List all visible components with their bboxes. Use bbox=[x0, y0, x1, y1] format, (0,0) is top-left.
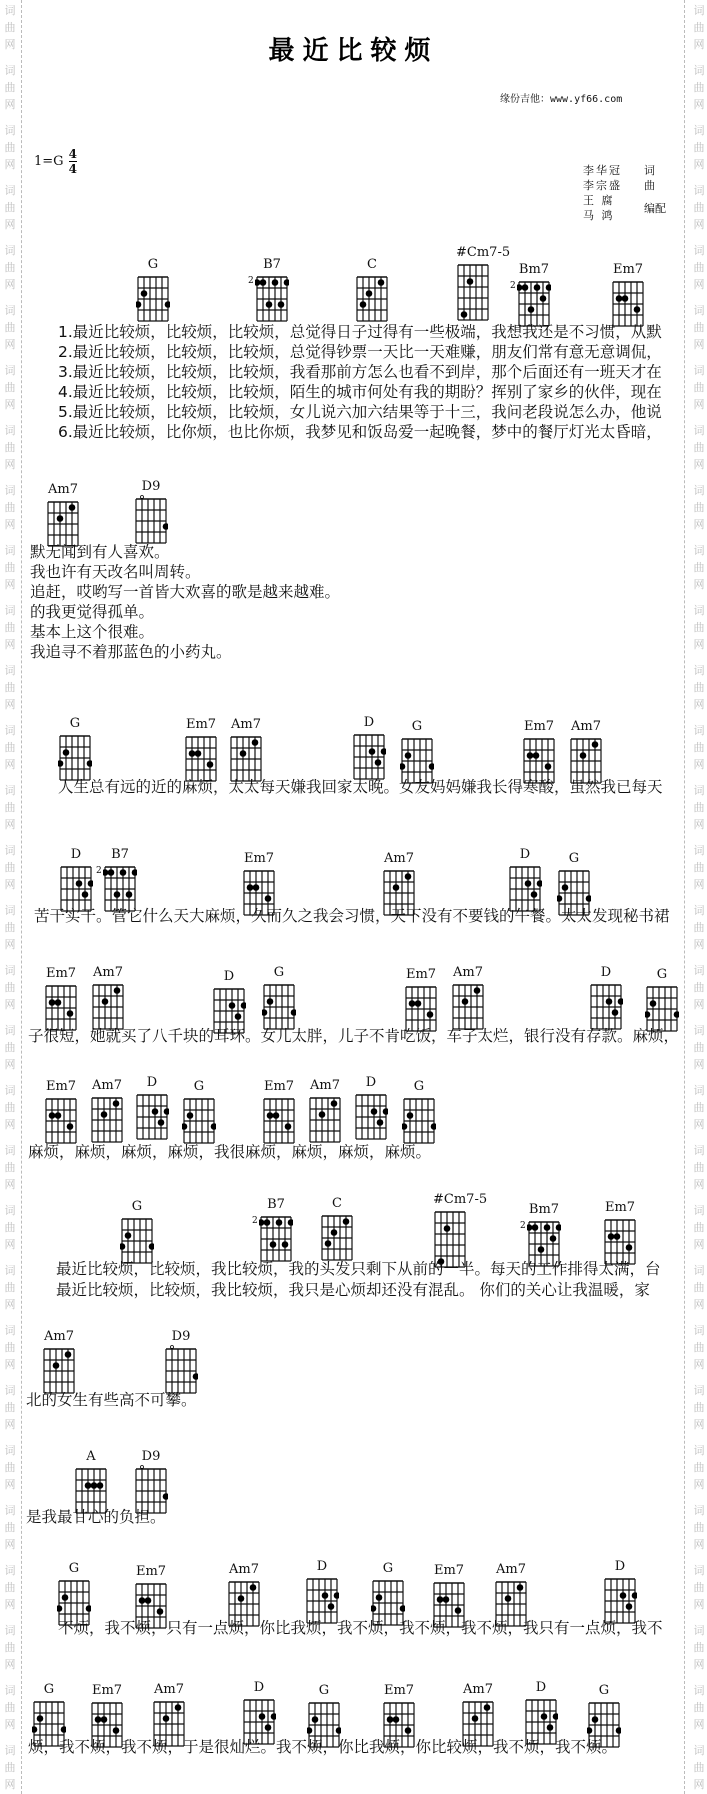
chord-name: Em7 bbox=[45, 966, 77, 981]
watermark-group: 词 曲 网 bbox=[4, 1384, 16, 1431]
chord-name: B7 bbox=[263, 257, 281, 272]
watermark-group: 词 曲 网 bbox=[4, 304, 16, 351]
credit-row: 王 腐 bbox=[583, 194, 615, 207]
fretboard-grid-icon bbox=[402, 1095, 436, 1147]
watermark-group: 词 曲 网 bbox=[693, 1264, 705, 1311]
key-signature bbox=[34, 148, 77, 175]
chord-name: Em7 bbox=[405, 967, 437, 982]
watermark-group: 词 曲 网 bbox=[4, 1684, 16, 1731]
lyric-line: 不烦，我不烦，只有一点烦，你比我烦，我不烦，我不烦，我不烦，我只有一点烦，我不 bbox=[58, 1619, 663, 1637]
watermark-group: 词 曲 网 bbox=[693, 1744, 705, 1791]
chord-name: D9 bbox=[171, 1329, 191, 1344]
watermark-group: 词 曲 网 bbox=[693, 664, 705, 711]
watermark-group: 词 曲 网 bbox=[4, 1324, 16, 1371]
chord-name: G bbox=[656, 967, 668, 982]
chord-name: Em7 bbox=[604, 1200, 636, 1215]
watermark-group: 词 曲 网 bbox=[4, 1744, 16, 1791]
chord-name: Em7 bbox=[135, 1564, 167, 1579]
watermark-group: 词 曲 网 bbox=[4, 184, 16, 231]
watermark-group: 词 曲 网 bbox=[693, 1384, 705, 1431]
watermark-group: 词 曲 网 bbox=[693, 904, 705, 951]
chord-name: Am7 bbox=[44, 1329, 74, 1344]
chord-name: Am7 bbox=[93, 965, 123, 980]
fretboard-grid-icon bbox=[255, 273, 289, 325]
watermark-group: 词 曲 网 bbox=[4, 1564, 16, 1611]
chord-name: G bbox=[131, 1199, 143, 1214]
chord-name: Em7 bbox=[612, 262, 644, 277]
watermark-group: 词 曲 网 bbox=[693, 1564, 705, 1611]
chord-name: D bbox=[223, 969, 235, 984]
watermark-group: 词 曲 网 bbox=[693, 244, 705, 291]
chord-name: D bbox=[253, 1680, 265, 1695]
lyric-line: 北的女生有些高不可攀。 bbox=[26, 1391, 197, 1409]
chord-name: D bbox=[70, 847, 82, 862]
lyric-line: 最近比较烦，比较烦，我比较烦，我只是心烦却还没有混乱。 你们的关心让我温暖，家 bbox=[56, 1281, 650, 1299]
fretboard-grid-icon bbox=[352, 731, 386, 783]
watermark-group: 词 曲 网 bbox=[693, 1624, 705, 1671]
watermark-group: 词 曲 网 bbox=[4, 124, 16, 171]
fretboard-grid-icon bbox=[262, 1095, 296, 1147]
chord-name: Am7 bbox=[310, 1078, 340, 1093]
lyric-line: 追赶，哎哟写一首皆大欢喜的歌是越来越难。 bbox=[30, 583, 341, 601]
fret-position-label: 2 bbox=[252, 1216, 258, 1226]
watermark-group: 词 曲 网 bbox=[693, 1144, 705, 1191]
chord-name: Bm7 bbox=[528, 1202, 560, 1217]
chord-name: G bbox=[318, 1683, 330, 1698]
chord-name: G bbox=[273, 965, 285, 980]
lyric-line: 我也许有天改名叫周转。 bbox=[30, 563, 201, 581]
watermark-group: 词 曲 网 bbox=[693, 184, 705, 231]
chord-name: G bbox=[598, 1683, 610, 1698]
song-title: 最近比较烦 bbox=[268, 36, 439, 66]
lyric-line: 我追寻不着那蓝色的小药丸。 bbox=[30, 643, 232, 661]
watermark-group: 词 曲 网 bbox=[693, 844, 705, 891]
chord-name: C bbox=[367, 257, 377, 272]
chord-name: G bbox=[411, 719, 423, 734]
lyric-line: 4.最近比较烦，比较烦，比较烦，陌生的城市何处有我的期盼？挥别了家乡的伙伴，现在 bbox=[58, 383, 662, 401]
watermark-group: 词 曲 网 bbox=[4, 4, 16, 51]
chord-name: Am7 bbox=[571, 719, 601, 734]
watermark-group: 词 曲 网 bbox=[4, 1444, 16, 1491]
fretboard-grid-icon bbox=[182, 1095, 216, 1147]
lyric-line: 2.最近比较烦，比较烦，比较烦，总觉得钞票一天比一天难赚，朋友们常有意无意调侃， bbox=[58, 343, 662, 361]
chord-name: B7 bbox=[111, 847, 129, 862]
chord-name: G bbox=[382, 1561, 394, 1576]
chord-name: G bbox=[193, 1079, 205, 1094]
chord-name: Am7 bbox=[384, 851, 414, 866]
watermark-group: 词 曲 网 bbox=[693, 784, 705, 831]
chord-name: D9 bbox=[141, 479, 161, 494]
watermark-group: 词 曲 网 bbox=[4, 604, 16, 651]
watermark-group: 词 曲 网 bbox=[693, 604, 705, 651]
watermark-group: 词 曲 网 bbox=[4, 1024, 16, 1071]
watermark-group: 词 曲 网 bbox=[693, 424, 705, 471]
watermark-group: 词 曲 网 bbox=[693, 1324, 705, 1371]
chord-name: Am7 bbox=[154, 1682, 184, 1697]
lyric-line: 5.最近比较烦，比较烦，比较烦，女儿说六加六结果等于十三，我问老段说怎么办，他说 bbox=[58, 403, 662, 421]
watermark-group: 词 曲 网 bbox=[4, 64, 16, 111]
chord-name: D bbox=[146, 1075, 158, 1090]
credit-row: 马 鸿 编配 bbox=[583, 202, 666, 222]
fret-position-label: 2 bbox=[520, 1221, 526, 1231]
dashed-border-left bbox=[21, 0, 22, 1794]
watermark-group: 词 曲 网 bbox=[4, 424, 16, 471]
source-credit: 缘份吉他：www.yf66.com bbox=[500, 94, 623, 105]
chord-name: G bbox=[413, 1079, 425, 1094]
watermark-group: 词 曲 网 bbox=[4, 1264, 16, 1311]
watermark-group: 词 曲 网 bbox=[4, 1204, 16, 1251]
credit-row: 李华冠 词 bbox=[583, 164, 655, 177]
fretboard-grid-icon bbox=[355, 273, 389, 325]
lyric-line: 1.最近比较烦，比较烦，比较烦，总觉得日子过得有一些极端，我想我还是不习惯，从默 bbox=[58, 323, 662, 341]
lyric-line: 麻烦，麻烦，麻烦，麻烦，我很麻烦，麻烦，麻烦，麻烦。 bbox=[28, 1143, 432, 1161]
watermark-group: 词 曲 网 bbox=[4, 664, 16, 711]
fretboard-grid-icon bbox=[456, 261, 490, 324]
lyric-line: 是我最甘心的负担。 bbox=[26, 1508, 166, 1526]
chord-name: D bbox=[614, 1559, 626, 1574]
watermark-group: 词 曲 网 bbox=[693, 64, 705, 111]
chord-name: Em7 bbox=[433, 1563, 465, 1578]
fretboard-grid-icon bbox=[135, 1091, 169, 1143]
watermark-group: 词 曲 网 bbox=[693, 544, 705, 591]
key-label: 1=G bbox=[34, 154, 64, 169]
chord-name: Em7 bbox=[383, 1683, 415, 1698]
dashed-border-right bbox=[684, 0, 685, 1794]
chord-name: B7 bbox=[267, 1197, 285, 1212]
watermark-group: 词 曲 网 bbox=[4, 1144, 16, 1191]
chord-name: Em7 bbox=[523, 719, 555, 734]
chord-name: Am7 bbox=[463, 1682, 493, 1697]
chord-name: D bbox=[519, 847, 531, 862]
chord-name: G bbox=[68, 1561, 80, 1576]
chord-name: D9 bbox=[141, 1449, 161, 1464]
watermark-column-left bbox=[0, 0, 20, 1794]
chord-name: G bbox=[43, 1682, 55, 1697]
chord-name: C bbox=[332, 1196, 342, 1211]
watermark-group: 词 曲 网 bbox=[693, 1684, 705, 1731]
watermark-group: 词 曲 网 bbox=[4, 1084, 16, 1131]
watermark-group: 词 曲 网 bbox=[693, 1504, 705, 1551]
lyric-line: 默无闻到有人喜欢。 bbox=[30, 543, 170, 561]
watermark-group: 词 曲 网 bbox=[4, 484, 16, 531]
lyric-line: 烦，我不烦，我不烦，于是很灿烂。我不烦，你比我烦，你比较烦，我不烦，我不烦。 bbox=[28, 1738, 618, 1756]
watermark-group: 词 曲 网 bbox=[693, 1204, 705, 1251]
chord-name: G bbox=[69, 716, 81, 731]
watermark-group: 词 曲 网 bbox=[693, 1084, 705, 1131]
watermark-group: 词 曲 网 bbox=[693, 364, 705, 411]
lyric-line: 人生总有远的近的麻烦，太太每天嫌我回家太晚。女友妈妈嫌我长得寒酸，虽然我已每天 bbox=[58, 778, 663, 796]
credit-row: 李宗盛 曲 bbox=[583, 179, 655, 192]
chord-name: Em7 bbox=[91, 1683, 123, 1698]
watermark-group: 词 曲 网 bbox=[4, 1624, 16, 1671]
lyric-line: 3.最近比较烦，比较烦，比较烦，我看那前方怎么也看不到岸，那个后面还有一班天才在 bbox=[58, 363, 662, 381]
chord-name: A bbox=[86, 1449, 96, 1464]
chord-name: Em7 bbox=[243, 851, 275, 866]
watermark-group: 词 曲 网 bbox=[693, 1024, 705, 1071]
time-signature: $\frac{4}{4}$ bbox=[68, 147, 77, 176]
watermark-group: 词 曲 网 bbox=[693, 4, 705, 51]
lyric-line: 苦干实干。管它什么天大麻烦，久而久之我会习惯，天下没有不要钱的午餐。太太发现秘书裙 bbox=[34, 907, 670, 925]
watermark-group: 词 曲 网 bbox=[4, 844, 16, 891]
lyric-line: 基本上这个很难。 bbox=[30, 623, 155, 641]
watermark-group: 词 曲 网 bbox=[4, 904, 16, 951]
chord-name: #Cm7-5 bbox=[433, 1192, 488, 1207]
watermark-group: 词 曲 网 bbox=[4, 724, 16, 771]
fretboard-grid-icon bbox=[354, 1091, 388, 1143]
fretboard-grid-icon bbox=[44, 1095, 78, 1147]
fret-position-label: 2 bbox=[248, 276, 254, 286]
watermark-group: 词 曲 网 bbox=[4, 244, 16, 291]
lyric-line: 子很短，她就买了八千块的耳环。女儿太胖，儿子不肯吃饭，车子太烂，银行没有存款。麻烦， bbox=[28, 1027, 680, 1045]
chord-name: Bm7 bbox=[518, 262, 550, 277]
chord-name: Am7 bbox=[92, 1078, 122, 1093]
chord-name: Em7 bbox=[263, 1079, 295, 1094]
fret-position-label: 2 bbox=[510, 281, 516, 291]
chord-name: G bbox=[147, 257, 159, 272]
chord-name: D bbox=[316, 1559, 328, 1574]
watermark-group: 词 曲 网 bbox=[693, 484, 705, 531]
chord-name: Am7 bbox=[453, 965, 483, 980]
lyric-line: 最近比较烦，比较烦，我比较烦，我的头发只剩下从前的一半。每天的工作排得太满，台 bbox=[56, 1260, 661, 1278]
chord-name: G bbox=[568, 851, 580, 866]
chord-name: D bbox=[363, 715, 375, 730]
chord-name: Em7 bbox=[45, 1079, 77, 1094]
watermark-column-right bbox=[689, 0, 707, 1794]
watermark-group: 词 曲 网 bbox=[4, 784, 16, 831]
watermark-group: 词 曲 网 bbox=[693, 124, 705, 171]
fret-position-label: 2 bbox=[96, 866, 102, 876]
fretboard-grid-icon bbox=[308, 1094, 342, 1146]
fretboard-grid-icon bbox=[259, 1213, 293, 1265]
watermark-group: 词 曲 网 bbox=[693, 724, 705, 771]
lyric-line: 的我更觉得孤单。 bbox=[30, 603, 155, 621]
watermark-group: 词 曲 网 bbox=[4, 964, 16, 1011]
chord-name: D bbox=[600, 965, 612, 980]
chord-name: Am7 bbox=[231, 717, 261, 732]
watermark-group: 词 曲 网 bbox=[693, 964, 705, 1011]
watermark-group: 词 曲 网 bbox=[4, 1504, 16, 1551]
watermark-group: 词 曲 网 bbox=[693, 304, 705, 351]
fretboard-grid-icon bbox=[320, 1212, 354, 1264]
watermark-group: 词 曲 网 bbox=[693, 1444, 705, 1491]
watermark-group: 词 曲 网 bbox=[4, 544, 16, 591]
fretboard-grid-icon bbox=[134, 495, 168, 547]
watermark-group: 词 曲 网 bbox=[4, 364, 16, 411]
chord-name: D bbox=[365, 1075, 377, 1090]
chord-name: Em7 bbox=[185, 717, 217, 732]
chord-name: D bbox=[535, 1680, 547, 1695]
fretboard-grid-icon bbox=[136, 273, 170, 325]
chord-name: Am7 bbox=[496, 1562, 526, 1577]
fretboard-grid-icon bbox=[90, 1094, 124, 1146]
chord-name: #Cm7-5 bbox=[456, 245, 511, 260]
credits bbox=[583, 163, 666, 223]
lyric-line: 6.最近比较烦，比你烦，也比你烦，我梦见和饭岛爱一起晚餐，梦中的餐厅灯光太昏暗， bbox=[58, 423, 662, 441]
chord-name: Am7 bbox=[48, 482, 78, 497]
chord-name: Am7 bbox=[229, 1562, 259, 1577]
